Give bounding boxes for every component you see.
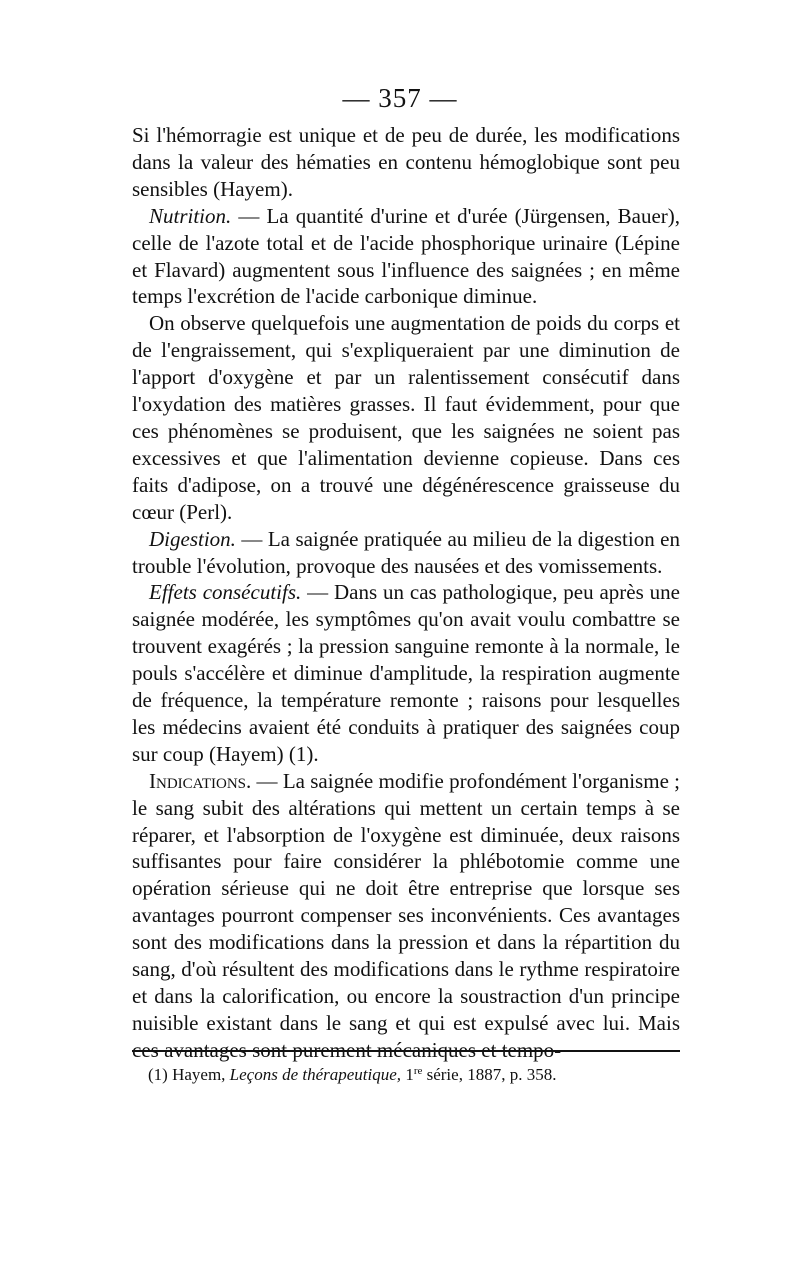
footnote-marker: (1) Hayem,: [148, 1065, 230, 1084]
section-label-nutrition: Nutrition.: [149, 203, 232, 228]
paragraph-text: — La quantité d'urine et d'urée (Jürgensen, Bauer), celle de l'azote total et de l'acide phosphorique urinaire (Lépine et Flavard) augmentent sous l'influence des saignées ; en même temps l'excrétion de l'acide carbonique diminue.: [132, 203, 680, 309]
paragraph-digestion: [132, 526, 680, 580]
paragraph-indications: [132, 768, 680, 1064]
paragraph-text: Si l'hémorragie est unique et de peu de durée, les modifications dans la valeur des hématies en contenu hémoglobique sont peu sensibles (Hayem).: [132, 123, 680, 201]
footnote-title: Leçons de thérapeutique,: [229, 1065, 402, 1084]
footnote-divider: [132, 1050, 680, 1052]
paragraph-weight: [132, 310, 680, 525]
paragraph-text: — Dans un cas pathologique, peu après une saignée modérée, les symptômes qu'on avait voulu combattre se trouvent exagérés ; la pression sanguine remonte à la normale, le pouls s'accélère et diminue d'amplitude, la respiration augmente de fréquence, la température remonte ; raisons pour lesquelles les médecins avaient été conduits à pratiquer des saignées coup sur coup (Hayem) (1).: [132, 580, 680, 766]
footnote-rest: série, 1887, p. 358.: [422, 1065, 557, 1084]
page-number: — 357 —: [342, 83, 458, 113]
paragraph-effects: [132, 579, 680, 767]
footnote-edition: 1: [405, 1065, 414, 1084]
footnote: [148, 1064, 668, 1086]
page-body: [132, 122, 680, 1064]
section-label-digestion: Digestion.: [149, 526, 236, 551]
paragraph-text: — La saignée modifie profondément l'organisme ; le sang subit des altérations qui mettent un certain temps à se réparer, et l'absorption de l'oxygène est diminuée, deux raisons suffisantes pour faire considérer la phlébotomie comme une opération sérieuse qui ne doit être entreprise que lorsque ses avantages pourront compenser ses inconvénients. Ces avantages sont des modifications dans la pression et dans la répartition du sang, d'où résultent des modifications dans le rythme respiratoire et dans la calorification, ou encore la soustraction d'un principe nuisible existant dans le sang et qui est expulsé avec lui. Mais ces avantages sont purement mécaniques et tempo-: [132, 768, 680, 1062]
paragraph-hemorrhage: [132, 122, 680, 203]
section-label-indications: Indications.: [149, 768, 252, 793]
paragraph-nutrition: [132, 203, 680, 311]
paragraph-text: On observe quelquefois une augmentation de poids du corps et de l'engraissement, qui s'expliqueraient par une diminution de l'apport d'oxygène et par un ralentissement consécutif dans l'oxydation des matières grasses. Il faut évidemment, pour que ces phénomènes se produisent, que les saignées ne soient pas excessives et que l'alimentation devienne copieuse. Dans ces faits d'adipose, on a trouvé une dégénérescence graisseuse du cœur (Perl).: [132, 311, 680, 524]
footnote-edition-sup: re: [413, 1065, 423, 1077]
paragraph-text: — La saignée pratiquée au milieu de la digestion en trouble l'évolution, provoque des nausées et des vomissements.: [132, 526, 680, 578]
section-label-effects: Effets consécutifs.: [149, 580, 302, 605]
